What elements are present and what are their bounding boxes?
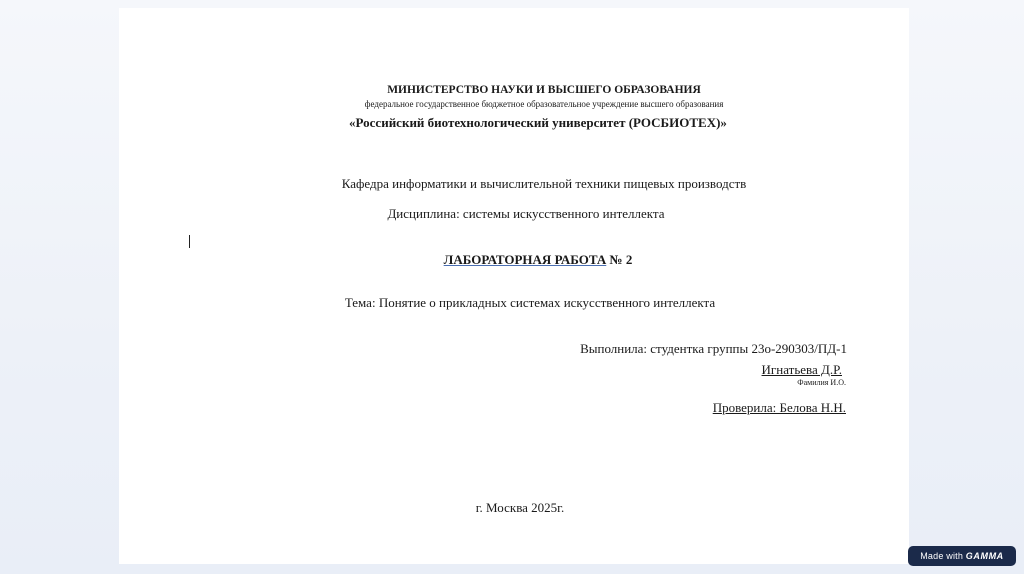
ministry-heading: МИНИСТЕРСТВО НАУКИ И ВЫСШЕГО ОБРАЗОВАНИЯ	[387, 84, 701, 96]
checker-line: Проверила: Белова Н.Н.	[712, 400, 846, 415]
student-name: Игнатьева Д.Р.	[761, 362, 842, 377]
performer-line: Выполнила: студентка группы 23о-290303/ПД-1	[580, 341, 847, 356]
badge-prefix: Made with	[920, 551, 966, 561]
department-line: Кафедра информатики и вычислительной техники пищевых производств	[341, 176, 747, 191]
lab-work-title	[143, 252, 933, 268]
lab-work-number: № 2	[606, 252, 633, 267]
lab-work-title-words: ЛАБОРАТОРНАЯ РАБОТА	[443, 252, 607, 267]
document-page	[119, 8, 909, 564]
made-with-gamma-badge[interactable]	[908, 546, 1016, 566]
name-caption: Фамилия И.О.	[797, 378, 846, 387]
university-name: «Российский биотехнологический университет (РОСБИОТЕХ)»	[349, 115, 727, 130]
gamma-logo: GAMMA	[965, 551, 1004, 561]
federal-institution-line: федеральное государственное бюджетное образовательное учреждение высшего образования	[364, 99, 724, 109]
text-cursor	[189, 235, 190, 248]
topic-line: Тема: Понятие о прикладных системах искусственного интеллекта	[344, 295, 716, 310]
discipline-line: Дисциплина: системы искусственного интеллекта	[387, 206, 665, 221]
city-year: г. Москва 2025г.	[475, 500, 565, 515]
